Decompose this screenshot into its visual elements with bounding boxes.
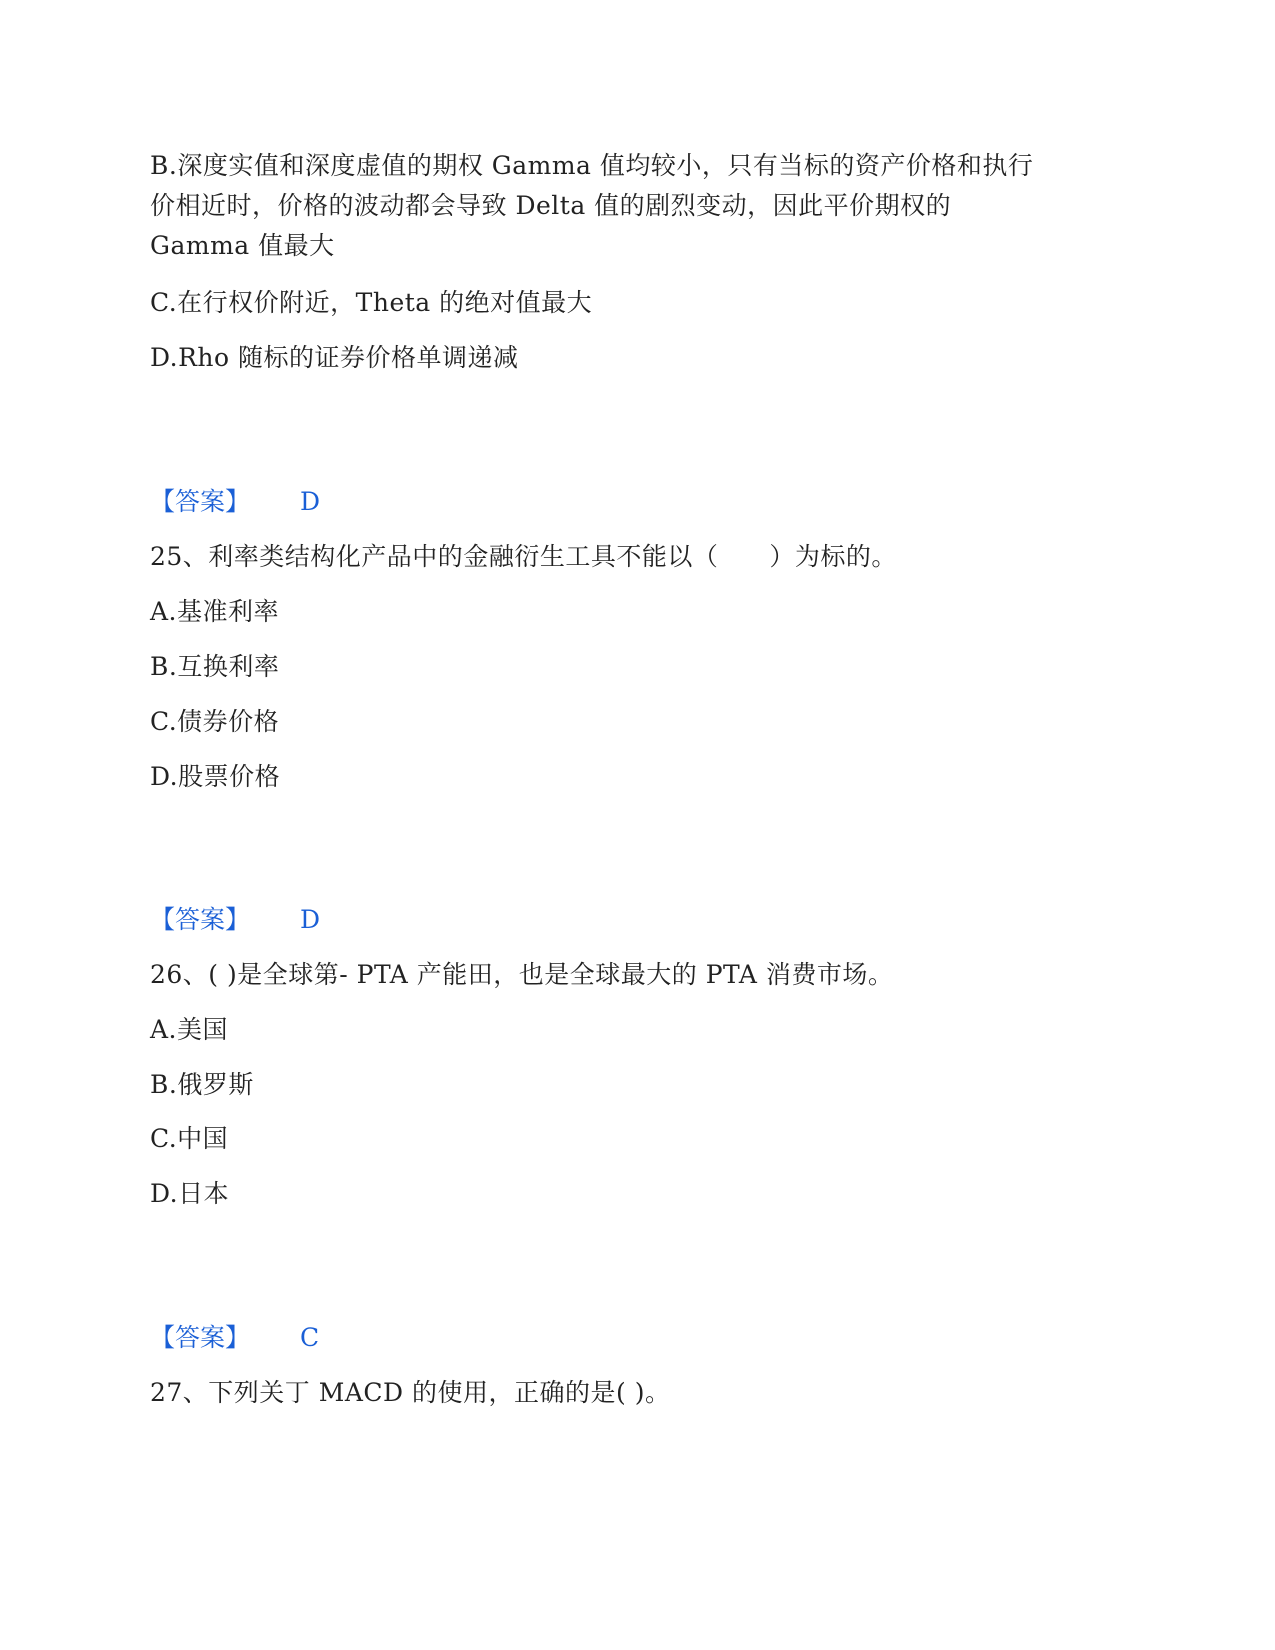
answer-label: 【答案】 — [150, 487, 251, 516]
q25-question: 25、利率类结构化产品中的金融衍生工具不能以（ ）为标的。 — [150, 542, 897, 571]
q24-option-b-line2: 价相近时，价格的波动都会导致 Delta 值的剧烈变动，因此平价期权的 — [150, 191, 952, 220]
q26-option-a: A.美国 — [150, 1015, 229, 1044]
q24-option-d: D.Rho 随标的证券价格单调递减 — [150, 343, 519, 372]
q24-answer — [150, 482, 320, 522]
answer-label: 【答案】 — [150, 905, 251, 934]
q25-option-c: C.债券价格 — [150, 707, 280, 736]
q24-option-c: C.在行权价附近，Theta 的绝对值最大 — [150, 288, 593, 317]
q27-question: 27、下列关丁 MACD 的使用，正确的是( )。 — [150, 1378, 671, 1407]
q25-option-d: D.股票价格 — [150, 762, 281, 791]
q24-option-b-line3: Gamma 值最大 — [150, 231, 335, 260]
answer-value: C — [300, 1323, 320, 1352]
q25-option-b: B.互换利率 — [150, 652, 280, 681]
q26-question: 26、( )是全球第- PTA 产能田，也是全球最大的 PTA 消费市场。 — [150, 960, 894, 989]
q26-answer — [150, 1318, 319, 1358]
q26-option-b: B.俄罗斯 — [150, 1070, 254, 1099]
answer-value: D — [300, 905, 321, 934]
q25-answer — [150, 900, 320, 940]
q24-option-b-line1: B.深度实值和深度虚值的期权 Gamma 值均较小，只有当标的资产价格和执行 — [150, 151, 1034, 180]
answer-label: 【答案】 — [150, 1323, 251, 1352]
answer-value: D — [300, 487, 321, 516]
q25-option-a: A.基准利率 — [150, 597, 280, 626]
q26-option-c: C.中国 — [150, 1124, 229, 1153]
q26-option-d: D.日本 — [150, 1179, 230, 1208]
